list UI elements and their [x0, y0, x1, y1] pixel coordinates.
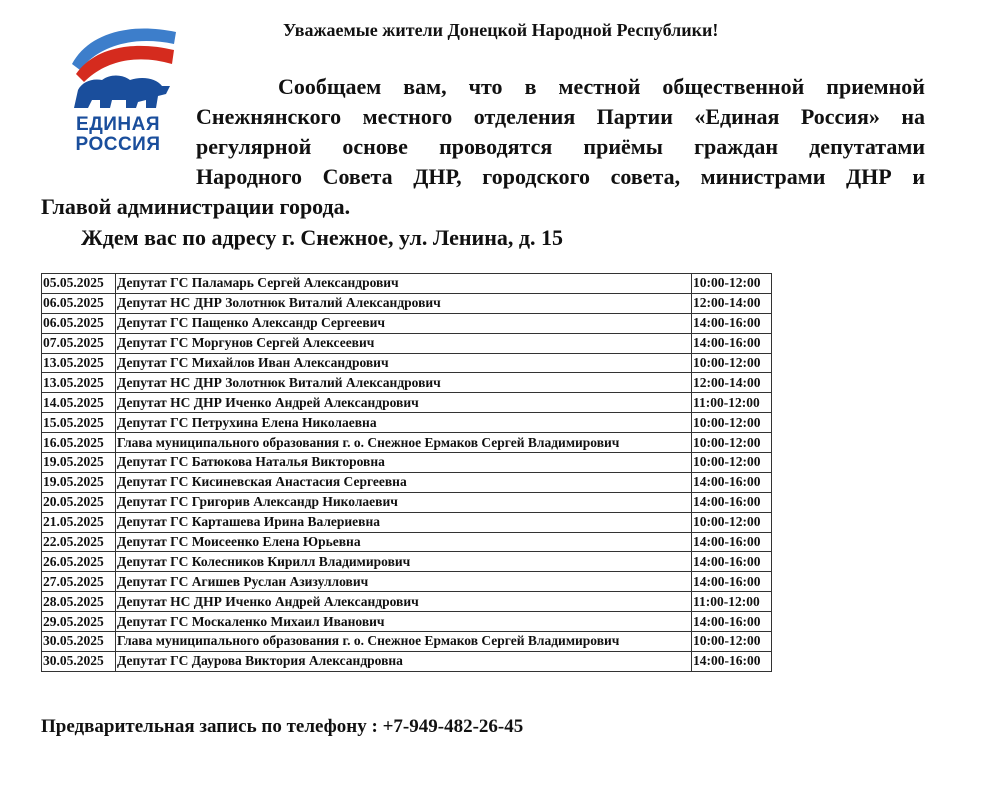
date-cell: 07.05.2025: [42, 333, 116, 353]
time-cell: 14:00-16:00: [692, 333, 772, 353]
table-row: [42, 492, 772, 512]
date-cell: 19.05.2025: [42, 472, 116, 492]
table-row: [42, 293, 772, 313]
greeting-heading: Уважаемые жители Донецкой Народной Республики!: [283, 20, 719, 40]
name-cell: Депутат ГС Михайлов Иван Александрович: [116, 353, 692, 373]
time-cell: 14:00-16:00: [692, 492, 772, 512]
name-cell: Депутат ГС Агишев Руслан Азизуллович: [116, 572, 692, 592]
table-row: [42, 373, 772, 393]
table-row: [42, 512, 772, 532]
date-cell: 06.05.2025: [42, 313, 116, 333]
date-cell: 13.05.2025: [42, 353, 116, 373]
date-cell: 06.05.2025: [42, 293, 116, 313]
time-cell: 14:00-16:00: [692, 532, 772, 552]
time-cell: 10:00-12:00: [692, 433, 772, 453]
time-cell: 10:00-12:00: [692, 274, 772, 294]
name-cell: Депутат НС ДНР Иченко Андрей Александрович: [116, 393, 692, 413]
time-cell: 14:00-16:00: [692, 552, 772, 572]
date-cell: 20.05.2025: [42, 492, 116, 512]
table-row: [42, 572, 772, 592]
name-cell: Депутат ГС Паламарь Сергей Александрович: [116, 274, 692, 294]
name-cell: Депутат ГС Петрухина Елена Николаевна: [116, 413, 692, 433]
name-cell: Депутат ГС Москаленко Михаил Иванович: [116, 612, 692, 632]
date-cell: 22.05.2025: [42, 532, 116, 552]
name-cell: Депутат ГС Даурова Виктория Александровна: [116, 651, 692, 671]
table-row: [42, 632, 772, 652]
date-cell: 21.05.2025: [42, 512, 116, 532]
table-row: [42, 532, 772, 552]
table-row: [42, 353, 772, 373]
time-cell: 10:00-12:00: [692, 512, 772, 532]
logo-text-line2: РОССИЯ: [75, 134, 161, 155]
table-row: [42, 592, 772, 612]
name-cell: Депутат НС ДНР Золотнюк Виталий Александрович: [116, 373, 692, 393]
time-cell: 10:00-12:00: [692, 353, 772, 373]
table-row: [42, 274, 772, 294]
time-cell: 14:00-16:00: [692, 572, 772, 592]
schedule-table-body: [42, 274, 772, 672]
date-cell: 15.05.2025: [42, 413, 116, 433]
name-cell: Депутат ГС Колесников Кирилл Владимирович: [116, 552, 692, 572]
name-cell: Депутат ГС Пащенко Александр Сергеевич: [116, 313, 692, 333]
bear-flag-icon: [58, 24, 178, 116]
table-row: [42, 472, 772, 492]
table-row: [42, 552, 772, 572]
time-cell: 10:00-12:00: [692, 632, 772, 652]
time-cell: 12:00-14:00: [692, 373, 772, 393]
time-cell: 14:00-16:00: [692, 612, 772, 632]
name-cell: Депутат ГС Моисеенко Елена Юрьевна: [116, 532, 692, 552]
date-cell: 26.05.2025: [42, 552, 116, 572]
address-line: Ждем вас по адресу г. Снежное, ул. Ленина, д. 15: [81, 225, 564, 250]
date-cell: 27.05.2025: [42, 572, 116, 592]
table-row: [42, 612, 772, 632]
table-row: [42, 393, 772, 413]
date-cell: 16.05.2025: [42, 433, 116, 453]
time-cell: 14:00-16:00: [692, 651, 772, 671]
date-cell: 30.05.2025: [42, 632, 116, 652]
time-cell: 14:00-16:00: [692, 313, 772, 333]
phone-note: Предварительная запись по телефону : +7-949-482-26-45: [41, 716, 524, 737]
date-cell: 05.05.2025: [42, 274, 116, 294]
schedule-table: [41, 273, 772, 672]
time-cell: 11:00-12:00: [692, 393, 772, 413]
intro-line-1: Сообщаем вам, что в местной общественной приемной: [278, 74, 925, 99]
logo-text-line1: ЕДИНАЯ: [76, 114, 160, 135]
name-cell: Глава муниципального образования г. о. Снежное Ермаков Сергей Владимирович: [116, 632, 692, 652]
date-cell: 30.05.2025: [42, 651, 116, 671]
name-cell: Депутат НС ДНР Иченко Андрей Александрович: [116, 592, 692, 612]
party-logo: [58, 24, 178, 154]
name-cell: Депутат ГС Григорив Александр Николаевич: [116, 492, 692, 512]
time-cell: 10:00-12:00: [692, 453, 772, 473]
table-row: [42, 333, 772, 353]
intro-line-5: Главой администрации города.: [41, 194, 351, 219]
time-cell: 10:00-12:00: [692, 413, 772, 433]
name-cell: Депутат ГС Карташева Ирина Валериевна: [116, 512, 692, 532]
name-cell: Глава муниципального образования г. о. Снежное Ермаков Сергей Владимирович: [116, 433, 692, 453]
name-cell: Депутат ГС Кисиневская Анастасия Сергеевна: [116, 472, 692, 492]
date-cell: 19.05.2025: [42, 453, 116, 473]
intro-line-3: регулярной основе проводятся приёмы граждан депутатами: [196, 134, 925, 159]
intro-line-4: Народного Совета ДНР, городского совета, министрами ДНР и: [196, 164, 925, 189]
table-row: [42, 313, 772, 333]
date-cell: 29.05.2025: [42, 612, 116, 632]
name-cell: Депутат ГС Батюкова Наталья Викторовна: [116, 453, 692, 473]
time-cell: 11:00-12:00: [692, 592, 772, 612]
time-cell: 14:00-16:00: [692, 472, 772, 492]
table-row: [42, 433, 772, 453]
time-cell: 12:00-14:00: [692, 293, 772, 313]
date-cell: 14.05.2025: [42, 393, 116, 413]
intro-line-2: Снежнянского местного отделения Партии «Единая Россия» на: [196, 104, 925, 129]
table-row: [42, 413, 772, 433]
date-cell: 13.05.2025: [42, 373, 116, 393]
date-cell: 28.05.2025: [42, 592, 116, 612]
name-cell: Депутат ГС Моргунов Сергей Алексеевич: [116, 333, 692, 353]
name-cell: Депутат НС ДНР Золотнюк Виталий Александрович: [116, 293, 692, 313]
table-row: [42, 651, 772, 671]
table-row: [42, 453, 772, 473]
